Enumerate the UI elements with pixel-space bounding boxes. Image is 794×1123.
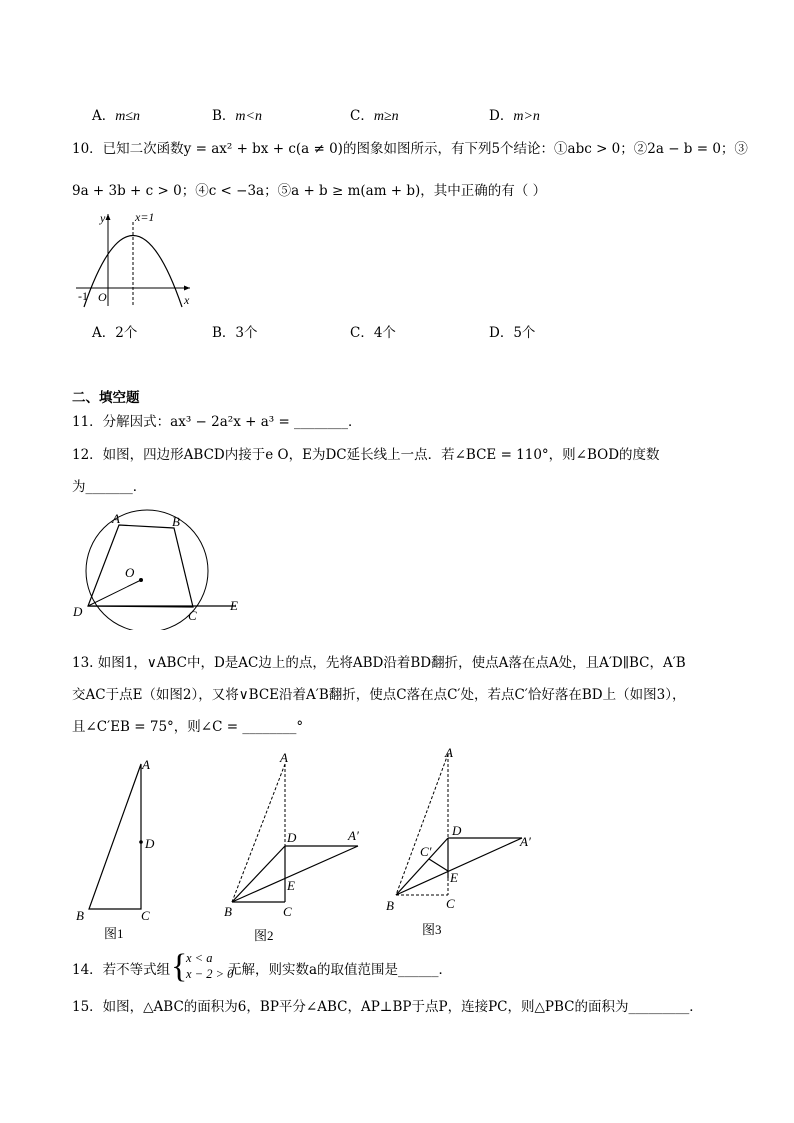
q12-stem-line1: 12．如图，四边形ABCD内接于e O，E为DC延长线上一点．若∠BCE = 110°，则∠BOD的度数: [72, 447, 660, 463]
q9-option-d: D．m>n: [489, 108, 540, 124]
q12-label-c: C: [188, 608, 197, 623]
q10-option-d: D．5个: [489, 325, 536, 341]
q10-stem-line2: 9a + 3b + c > 0；④c < −3a；⑤a + b ≥ m(am + b)，其中正确的有（ ）: [72, 183, 547, 199]
q10-option-a: A．2个: [92, 325, 138, 341]
q14-prefix: 14．若不等式组: [72, 962, 171, 978]
q9-option-b: B．m<n: [212, 108, 262, 124]
q14-system-row1: x < a: [186, 951, 213, 965]
q13-figure-1: [70, 752, 170, 946]
section-title: 二、填空题: [72, 390, 140, 406]
q11-stem: 11．分解因式：ax³ − 2a²x + a³ = ________．: [72, 414, 362, 430]
q12-label-b: B: [172, 514, 180, 529]
q12-stem-line2: 为_______．: [72, 479, 147, 495]
fig2-label-d: D: [287, 830, 297, 845]
fig3-label-d: D: [452, 823, 462, 838]
fig3-label-a-prime: A′: [520, 834, 531, 849]
q10-x-label: x: [184, 293, 190, 307]
q12-label-e: E: [230, 598, 238, 613]
fig3-label-c-prime: C′: [420, 844, 432, 859]
q12-label-a: A: [112, 511, 120, 526]
q10-option-b: B．3个: [212, 325, 258, 341]
fig3-label-b: B: [386, 898, 394, 913]
fig2-label-b: B: [224, 904, 232, 919]
q9-option-c: C．m≥n: [350, 108, 399, 124]
fig1-label-c: C: [141, 908, 150, 923]
q13-figure-2: [220, 748, 370, 946]
q10-minus-one-label: -1: [78, 289, 88, 303]
fig1-label-a: A: [142, 757, 150, 772]
fig2-label-e: E: [287, 878, 295, 893]
q12-label-d: D: [73, 604, 83, 619]
q10-y-label: y: [100, 211, 106, 225]
fig2-label-a: A: [280, 750, 288, 765]
q14-brace: {: [171, 948, 188, 985]
q10-parabola-graph: [72, 206, 202, 310]
q13-stem-line1: 13. 如图1，∨ABC中，D是AC边上的点，先将ABD沿着BD翻折，使点A落在点A处，且A′D∥BC，A′B: [72, 655, 686, 671]
fig2-label-c: C: [283, 904, 292, 919]
fig3-label-a: A: [445, 745, 453, 760]
q12-label-o: O: [125, 565, 135, 580]
fig2-caption: 图2: [254, 928, 274, 943]
q14-system-row2: x − 2 > 0: [186, 967, 234, 981]
q10-axis-label: x=1: [135, 210, 155, 224]
q14-suffix: 无解，则实数a的取值范围是______．: [228, 962, 453, 978]
q12-circle-figure: [68, 508, 258, 630]
fig1-label-d: D: [145, 836, 155, 851]
q10-stem-line1: 10．已知二次函数y = ax² + bx + c(a ≠ 0)的图象如图所示，有下列5个结论：①abc > 0；②2a − b = 0；③: [72, 141, 748, 157]
fig3-label-e: E: [450, 870, 458, 885]
fig1-caption: 图1: [104, 926, 124, 941]
q13-stem-line2: 交AC于点E（如图2），又将∨BCE沿着A′B翻折，使点C落在点C′处，若点C′恰好落在BD上（如图3），: [72, 687, 686, 703]
q9-option-a: A．m≤n: [92, 108, 141, 124]
fig1-label-b: B: [76, 908, 84, 923]
q10-option-c: C．4个: [350, 325, 396, 341]
q13-stem-line3: 且∠C′EB = 75°，则∠C = ________°: [72, 719, 304, 735]
q13-figure-3: [382, 740, 542, 942]
fig3-caption: 图3: [422, 922, 442, 937]
fig2-label-a-prime: A′: [348, 828, 359, 843]
fig3-label-c: C: [446, 896, 455, 911]
q10-origin-label: O: [98, 290, 107, 304]
q15-stem: 15．如图，△ABC的面积为6，BP平分∠ABC，AP⊥BP于点P，连接PC，则△PBC的面积为_________．: [72, 999, 703, 1015]
